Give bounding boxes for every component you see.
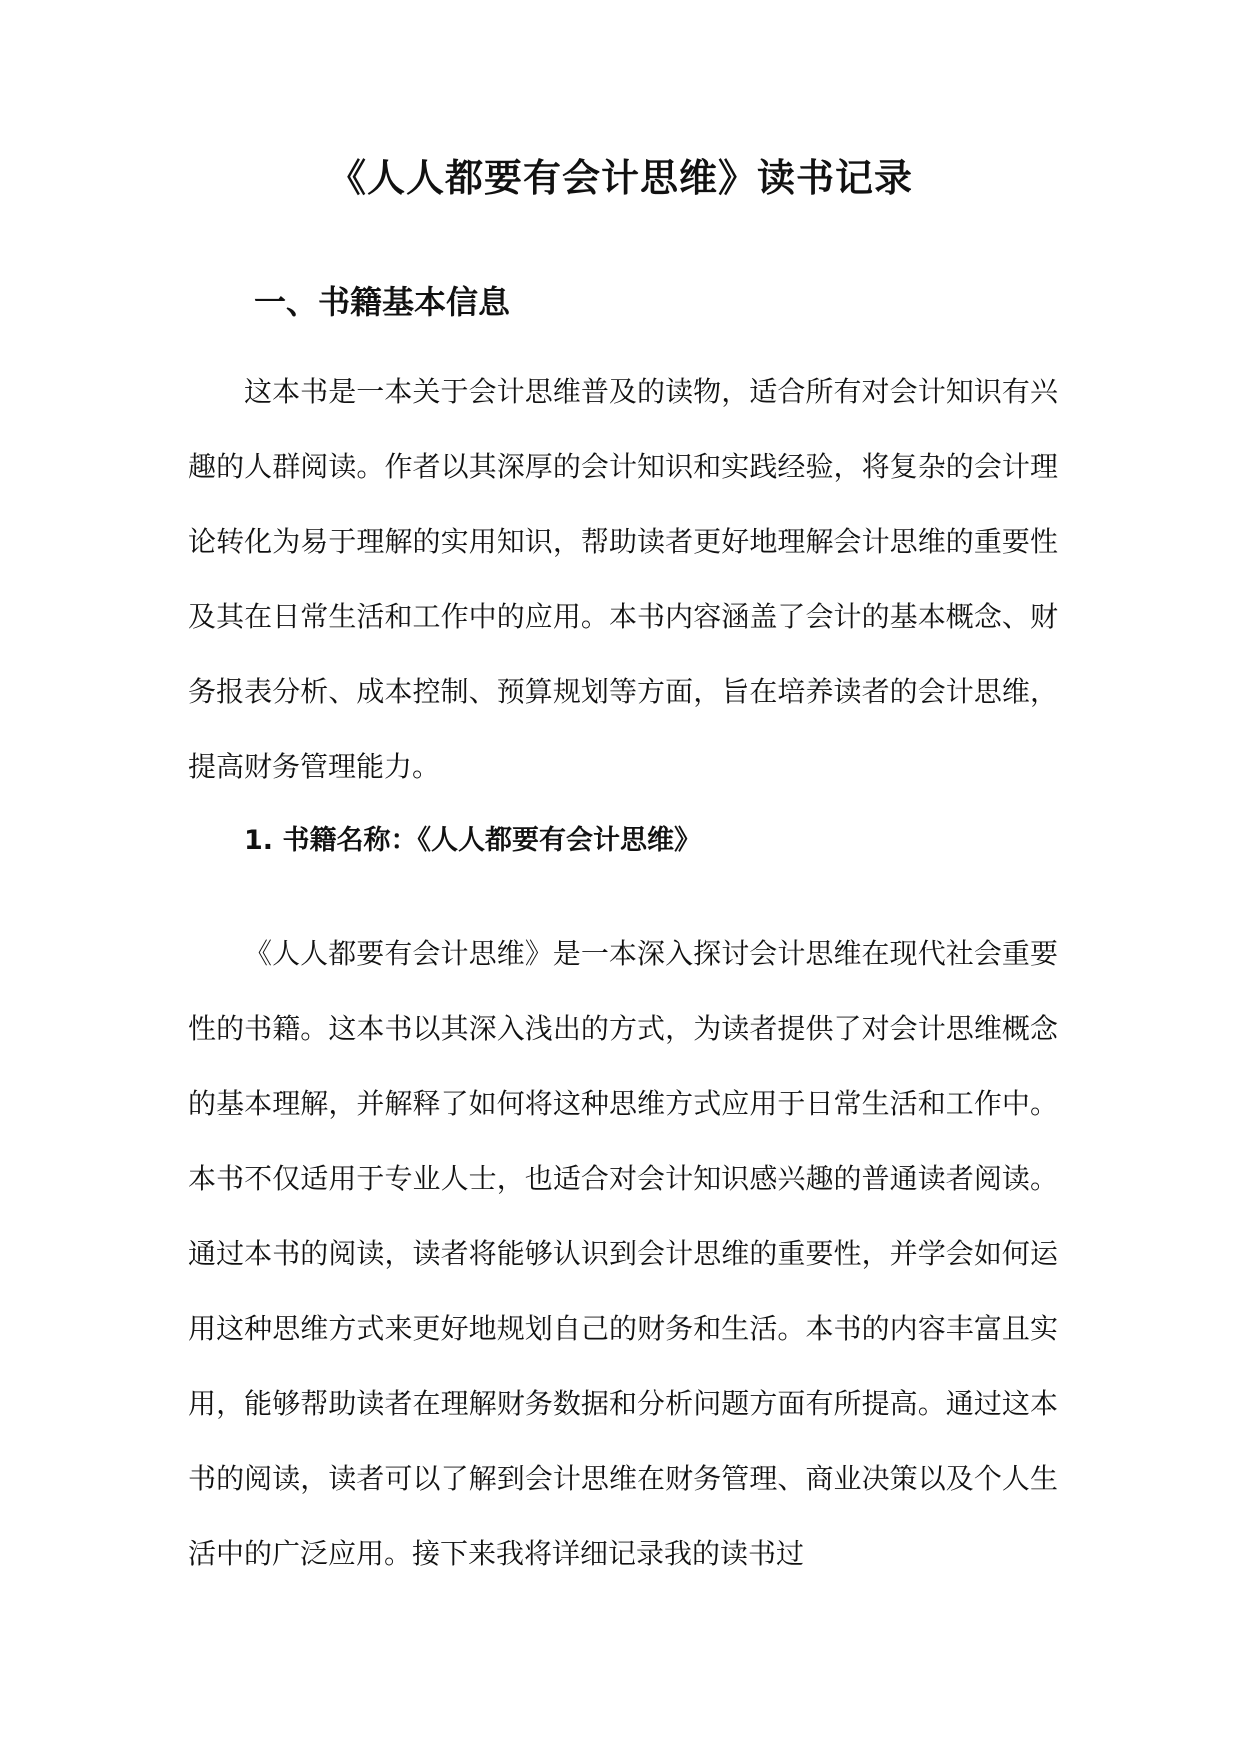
- subsection-heading-book-name: 1. 书籍名称：《人人都要有会计思维》: [244, 825, 701, 856]
- document-title: 《人人都要有会计思维》读书记录: [327, 155, 913, 200]
- section-heading-basic-info: 一、书籍基本信息: [254, 283, 511, 321]
- section-paragraph-basic-info: 这本书是一本关于会计思维普及的读物，适合所有对会计知识有兴趣的人群阅读。作者以其深厚的会计知识和实践经验，将复杂的会计理论转化为易于理解的实用知识，帮助读者更好地理解会计思维的重要性及其在日常生活和工作中的应用。本书内容涵盖了会计的基本概念、财务报表分析、成本控制、预算规划等方面，旨在培养读者的会计思维，提高财务管理能力。: [188, 375, 1058, 783]
- subsection-paragraph-book-name: 《人人都要有会计思维》是一本深入探讨会计思维在现代社会重要性的书籍。这本书以其深入浅出的方式，为读者提供了对会计思维概念的基本理解，并解释了如何将这种思维方式应用于日常生活和工作中。本书不仅适用于专业人士，也适合对会计知识感兴趣的普通读者阅读。通过本书的阅读，读者将能够认识到会计思维的重要性，并学会如何运用这种思维方式来更好地规划自己的财务和生活。本书的内容丰富且实用，能够帮助读者在理解财务数据和分析问题方面有所提高。通过这本书的阅读，读者可以了解到会计思维在财务管理、商业决策以及个人生活中的广泛应用。接下来我将详细记录我的读书过: [188, 937, 1058, 1570]
